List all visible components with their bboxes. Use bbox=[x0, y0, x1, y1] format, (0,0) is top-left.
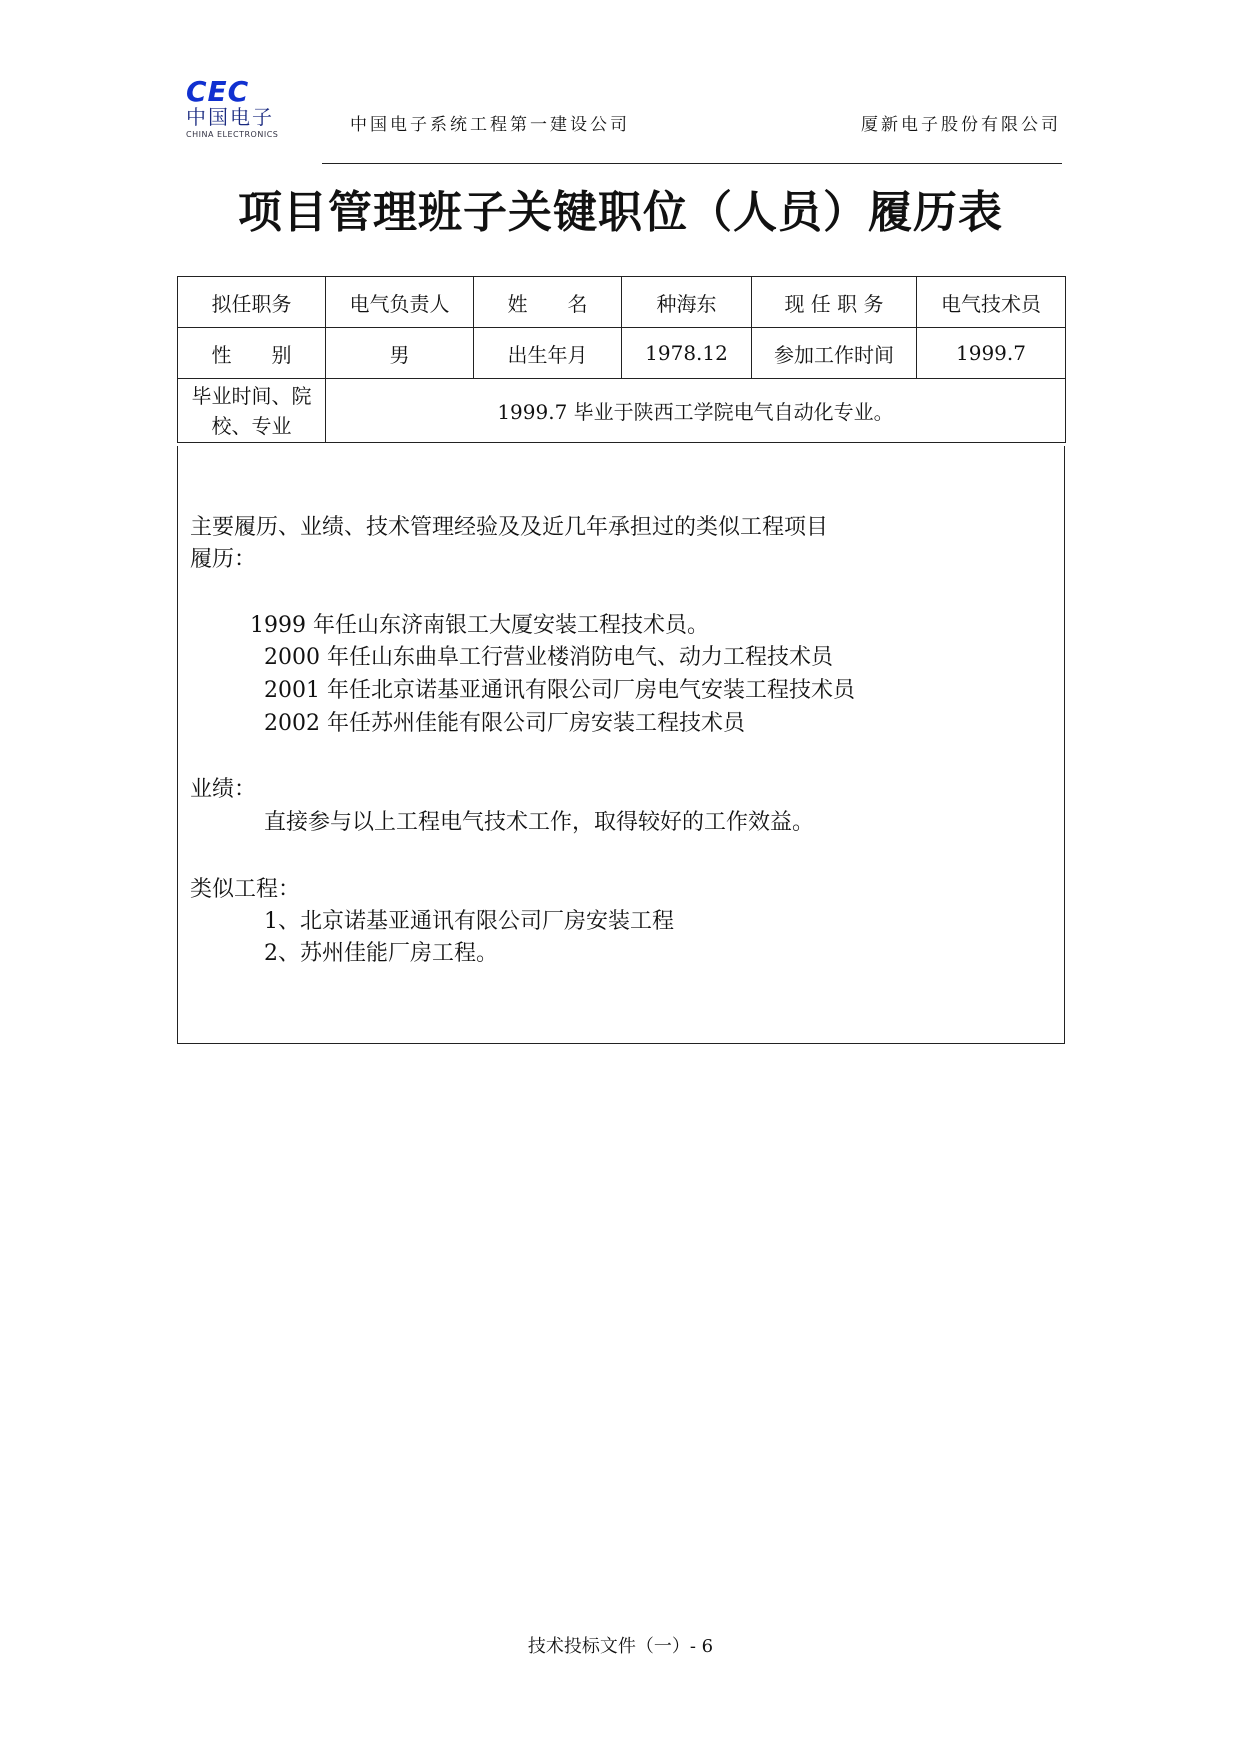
header-company-left: 中国电子系统工程第一建设公司 bbox=[350, 115, 630, 135]
education-value: 1999.7 毕业于陕西工学院电气自动化专业。 bbox=[326, 379, 1066, 443]
experience-section bbox=[177, 446, 1065, 1044]
current-position-label: 现 任 职 务 bbox=[752, 277, 917, 328]
performance-text: 直接参与以上工程电气技术工作，取得较好的工作效益。 bbox=[264, 810, 815, 835]
birth-label: 出生年月 bbox=[474, 328, 622, 379]
table-row bbox=[178, 277, 1066, 328]
logo-mark: CEC bbox=[186, 75, 250, 108]
name-label: 姓 名 bbox=[474, 277, 622, 328]
performance-label: 业绩： bbox=[190, 777, 257, 802]
history-label: 履历： bbox=[190, 547, 257, 572]
education-label bbox=[178, 379, 326, 443]
page-footer: 技术投标文件（一）- 6 bbox=[527, 1636, 714, 1657]
history-item: 2001 年任北京诺基亚通讯有限公司厂房电气安装工程技术员 bbox=[264, 678, 855, 703]
position-label: 拟任职务 bbox=[178, 277, 326, 328]
education-label-line-2: 校、专业 bbox=[211, 413, 292, 438]
birth-value: 1978.12 bbox=[622, 328, 752, 379]
history-item: 1999 年任山东济南银工大厦安装工程技术员。 bbox=[250, 613, 709, 638]
history-item: 2000 年任山东曲阜工行营业楼消防电气、动力工程技术员 bbox=[264, 645, 833, 670]
table-row bbox=[178, 328, 1066, 379]
education-label-line-1: 毕业时间、院 bbox=[191, 383, 312, 408]
gender-value: 男 bbox=[326, 328, 474, 379]
similar-project-item: 2、苏州佳能厂房工程。 bbox=[264, 941, 498, 966]
name-value: 种海东 bbox=[622, 277, 752, 328]
work-start-value: 1999.7 bbox=[917, 328, 1066, 379]
current-position-value: 电气技术员 bbox=[917, 277, 1066, 328]
position-value: 电气负责人 bbox=[326, 277, 474, 328]
work-start-label: 参加工作时间 bbox=[752, 328, 917, 379]
history-item: 2002 年任苏州佳能有限公司厂房安装工程技术员 bbox=[264, 711, 745, 736]
gender-label: 性 别 bbox=[178, 328, 326, 379]
info-table bbox=[177, 276, 1066, 443]
table-row bbox=[178, 379, 1066, 443]
header-divider bbox=[322, 163, 1062, 164]
cec-logo bbox=[186, 75, 296, 140]
experience-heading: 主要履历、业绩、技术管理经验及及近几年承担过的类似工程项目 bbox=[190, 515, 829, 540]
page-title: 项目管理班子关键职位（人员）履历表 bbox=[238, 187, 1003, 238]
similar-project-item: 1、北京诺基亚通讯有限公司厂房安装工程 bbox=[264, 909, 674, 934]
header-company-right: 厦新电子股份有限公司 bbox=[861, 115, 1061, 135]
logo-chinese-name: 中国电子 bbox=[186, 105, 274, 129]
similar-projects-label: 类似工程： bbox=[190, 877, 301, 902]
logo-english-name: CHINA ELECTRONICS bbox=[186, 130, 279, 139]
